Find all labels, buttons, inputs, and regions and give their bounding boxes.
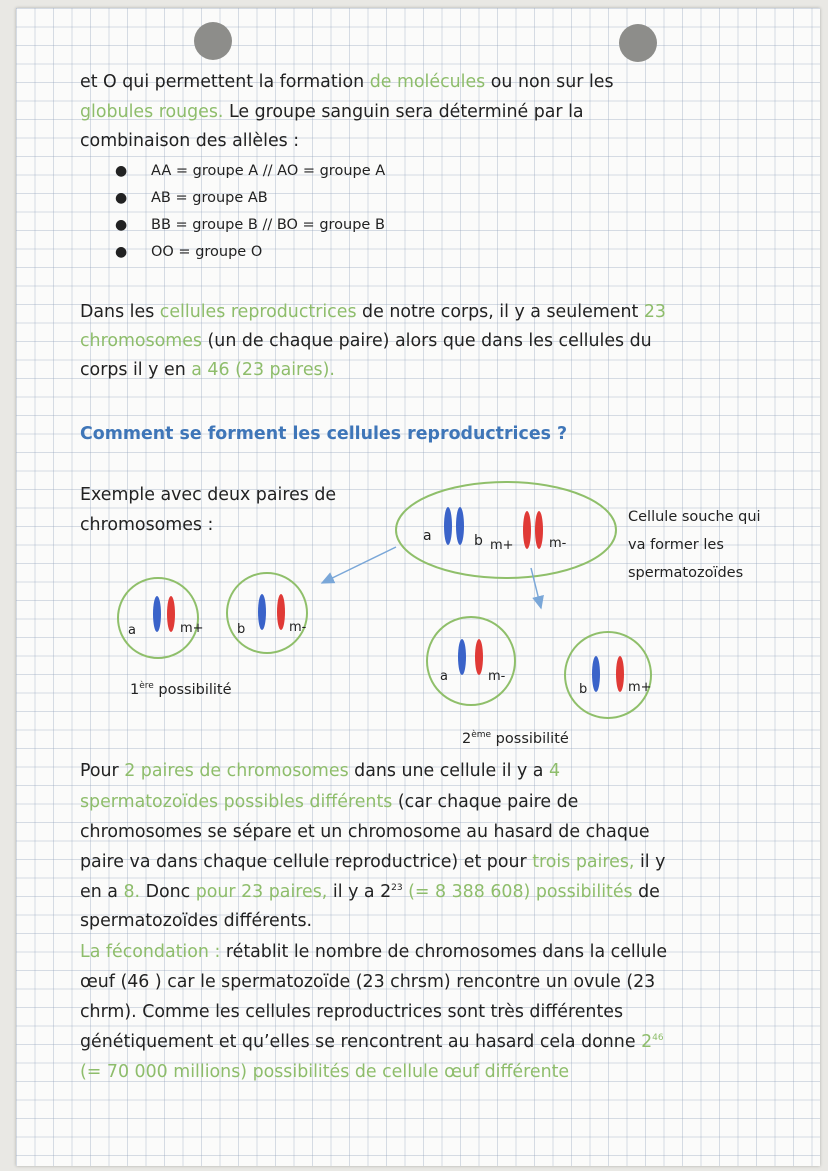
bullet-item: ● BB = groupe B // BO = groupe B (115, 217, 385, 233)
cell-p1-2 (227, 573, 307, 653)
para2-line-2: chromosomes (un de chaque paire) alors que dans les cellules du (80, 331, 652, 351)
para4-line-2: œuf (46 ) car le spermatozoïde (23 chrsm) rencontre un ovule (23 (80, 972, 656, 992)
chromosome-red (616, 656, 624, 692)
chromosome-blue (592, 656, 600, 692)
cell-p1-1-label-right: m+ (180, 621, 204, 636)
cell-p2-2-label-right: m+ (628, 680, 652, 695)
para3-line-5: en a 8. Donc pour 23 paires, il y a $2^{23}$ (= 8 388 608) possibilités de (80, 882, 660, 902)
para2-line-3: corps il y en a 46 (23 paires). (80, 360, 335, 380)
intro-line-3: combinaison des allèles : (80, 131, 300, 151)
chromosome-blue (458, 639, 466, 675)
stem-cell-caption-1: Cellule souche qui (628, 509, 761, 525)
stem-cell-caption-2: va former les (628, 537, 724, 553)
stem-label-mplus: m+ (490, 538, 514, 553)
cell-p2-1-label-left: a (440, 669, 448, 684)
chromosome-blue (258, 594, 266, 630)
para4-line-5: (= 70 000 millions) possibilités de cellule œuf différente (80, 1062, 570, 1082)
stem-label-a: a (423, 528, 432, 544)
cell-p1-1-label-left: a (128, 623, 136, 638)
example-line-1: Exemple avec deux paires de (80, 485, 337, 505)
stem-cell-caption-3: spermatozoïdes (628, 565, 744, 581)
example-line-2: chromosomes : (80, 515, 214, 535)
chromosome-blue (456, 507, 464, 545)
cell-p2-2 (565, 632, 651, 718)
cell-p1-2-label-left: b (237, 622, 246, 637)
intro-line-2: globules rouges. Le groupe sanguin sera déterminé par la (80, 102, 584, 122)
chromosome-red (535, 511, 543, 549)
cell-p2-2-label-left: b (579, 682, 588, 697)
cell-p2-1-label-right: m- (488, 669, 506, 684)
chromosome-red (475, 639, 483, 675)
arrow-to-possibility-2 (531, 568, 541, 608)
para4-line-4: génétiquement et qu’elles se rencontrent au hasard cela donne $2^{46}$ (80, 1032, 664, 1052)
chromosome-red (277, 594, 285, 630)
para3-line-4: paire va dans chaque cellule reproductrice) et pour trois paires, il y (80, 852, 666, 872)
bullet-item: ● AB = groupe AB (115, 190, 268, 206)
para4-line-3: chrm). Comme les cellules reproductrices sont très différentes (80, 1002, 624, 1022)
possibility-2-caption: 2ème possibilité (462, 730, 569, 747)
stem-label-mminus: m- (549, 536, 567, 551)
cell-p1-2-label-right: m- (289, 620, 307, 635)
para3-line-1: Pour 2 paires de chromosomes dans une cellule il y a 4 (80, 761, 561, 781)
para3-line-6: spermatozoïdes différents. (80, 911, 313, 931)
arrow-to-possibility-1 (322, 547, 396, 583)
para2-line-1: Dans les cellules reproductrices de notre corps, il y a seulement 23 (80, 302, 666, 322)
bullet-item: ● OO = groupe O (115, 244, 263, 260)
para3-line-2: spermatozoïdes possibles différents (car chaque paire de (80, 792, 579, 812)
bullet-item: ● AA = groupe A // AO = groupe A (115, 163, 386, 179)
chromosome-blue (153, 596, 161, 632)
chromosome-blue (444, 507, 452, 545)
cell-p2-1 (427, 617, 515, 705)
stem-label-b: b (474, 533, 483, 549)
para3-line-3: chromosomes se sépare et un chromosome au hasard de chaque (80, 822, 650, 842)
para4-line-1: La fécondation : rétablit le nombre de chromosomes dans la cellule (80, 942, 668, 962)
intro-line-1: et O qui permettent la formation de molécules ou non sur les (80, 72, 614, 92)
chromosome-red (523, 511, 531, 549)
section-question-heading: Comment se forment les cellules reproductrices ? (80, 424, 568, 444)
possibility-1-caption: 1ère possibilité (130, 681, 232, 698)
chromosome-red (167, 596, 175, 632)
